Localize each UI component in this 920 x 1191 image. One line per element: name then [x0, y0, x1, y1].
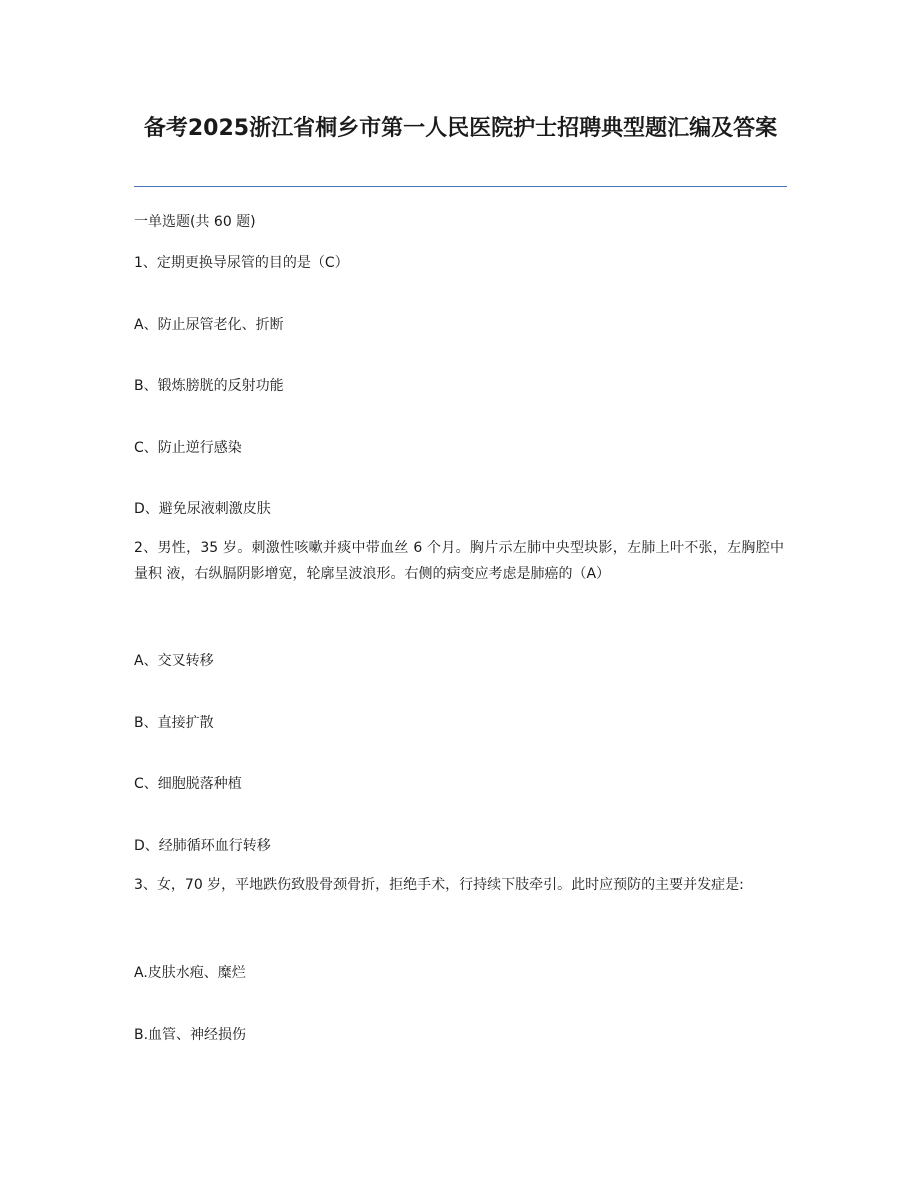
question-3-option-a: A.皮肤水疱、糜烂 — [134, 965, 246, 981]
question-1-option-c: C、防止逆行感染 — [134, 440, 242, 456]
document-title: 备考2025浙江省桐乡市第一人民医院护士招聘典型题汇编及答案 — [143, 116, 778, 141]
question-1-option-a: A、防止尿管老化、折断 — [134, 317, 284, 333]
question-1-option-d: D、避免尿液刺激皮肤 — [134, 501, 271, 517]
question-2-stem: 2、男性，35 岁。刺激性咳嗽并痰中带血丝 6 个月。胸片示左肺中央型块影，左肺上叶不张，左胸腔中量积 液，右纵膈阴影增宽，轮廓呈波浪形。右侧的病变应考虑是肺癌的（A） — [134, 540, 784, 582]
question-1-stem: 1、定期更换导尿管的目的是（C） — [134, 255, 349, 271]
question-3-stem: 3、女，70 岁，平地跌伤致股骨颈骨折，拒绝手术，行持续下肢牵引。此时应预防的主要并发症是: — [134, 877, 744, 893]
title-divider — [134, 186, 787, 187]
section-label: 一单选题(共 60 题) — [134, 214, 256, 230]
question-2-option-a: A、交叉转移 — [134, 653, 214, 669]
question-2-option-b: B、直接扩散 — [134, 715, 214, 731]
question-3-option-b: B.血管、神经损伤 — [134, 1027, 247, 1043]
question-1-option-b: B、锻炼膀胱的反射功能 — [134, 378, 284, 394]
question-2-option-d: D、经肺循环血行转移 — [134, 838, 271, 854]
question-2-option-c: C、细胞脱落种植 — [134, 776, 242, 792]
